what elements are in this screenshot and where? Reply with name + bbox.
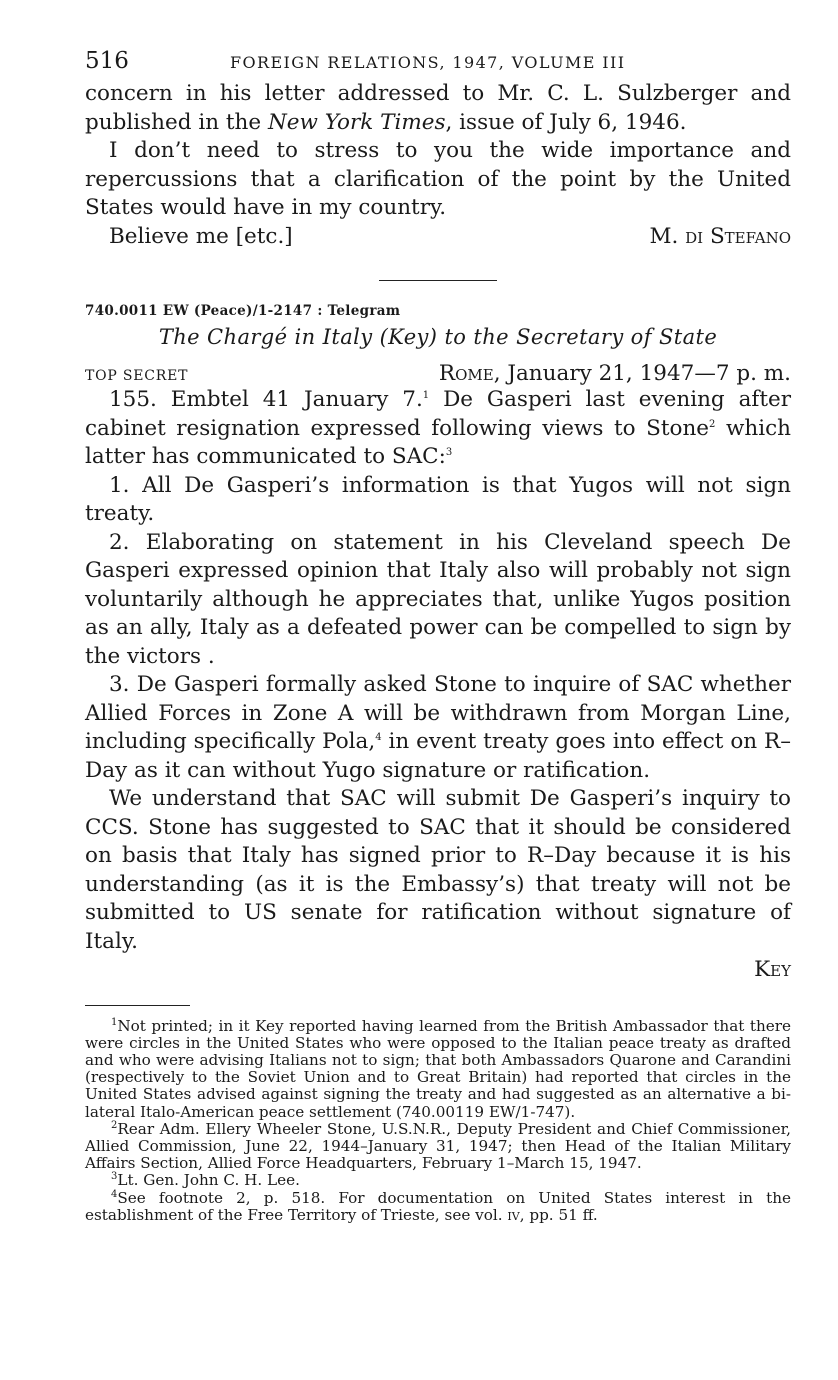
closing: Believe me [etc.]: [109, 223, 293, 249]
signer: Key: [754, 957, 791, 982]
newspaper-title: New York Times: [267, 109, 446, 135]
running-head: [85, 48, 791, 80]
page-number: 516: [85, 48, 129, 74]
footnotes: [85, 1018, 791, 1224]
signature: M. di Stefano: [649, 223, 791, 249]
letter-paragraph: I don’t need to stress to you the wide importance and repercussions that a clarification of the point by the United States would have in my country.: [85, 138, 791, 220]
footnote-3: $^3$Lt. Gen. John C. H. Lee.: [111, 1171, 300, 1190]
footnote-4: $^4$See footnote 2, p. 518. For documentation on United States interest in the establishment of the Free Territory of Trieste, see vol. iv, pp. 51 ff.: [85, 1188, 791, 1224]
paragraph-155: 155. Embtel 41 January 7.$^1$ De Gasperi last evening after cabinet resignation expressed following views to Stone$^2$ which latter has communicated to SAC:$^3$: [85, 387, 791, 469]
telegram-body: [85, 386, 791, 985]
page: [85, 48, 791, 1224]
document-title: The Chargé in Italy (Key) to the Secretary of State: [158, 325, 718, 349]
footnote-2: $^2$Rear Adm. Ellery Wheeler Stone, U.S.N.R., Deputy President and Chief Commissioner, Allied Commission, June 22, 1944–January 31, 1947; then Head of the Italian Military Affairs Section, Allied Force Headquarters, February 1–March 15, 1947.: [85, 1119, 791, 1173]
letter-closing-line: [85, 223, 791, 252]
footnote-1: $^1$Not printed; in it Key reported having learned from the British Ambassador that there were circles in the United States who were opposed to the Italian peace treaty as drafted and who were advising Italians not to sign; that both Ambassadors Quarone and Carandini (respectively to the Soviet Union and to Great Britain) had reported that circles in the United States advised against signing the treaty and had suggested as an alternative a bi-lateral Italo-American peace settlement (740.00119 EW/1-747).: [85, 1016, 791, 1121]
final-paragraph: We understand that SAC will submit De Gasperi’s inquiry to CCS. Stone has suggested to SAC that it should be considered on basis that Italy has signed prior to R–Day because it is his understanding (as it is the Embassy’s) that treaty will not be submitted to US senate for ratification without signature of Italy.: [85, 786, 791, 954]
file-reference: 740.0011 EW (Peace)/1-2147 : Telegram: [85, 303, 401, 319]
telegram-header: [85, 361, 791, 386]
running-title: FOREIGN RELATIONS, 1947, VOLUME III: [230, 53, 626, 72]
letter-paragraph-continuation: concern in his letter addressed to Mr. C. L. Sulzberger and published in the New York Times, issue of July 6, 1946.: [85, 81, 791, 135]
letter-end: [85, 80, 791, 251]
item-2: 2. Elaborating on statement in his Cleveland speech De Gasperi expressed opinion that Italy also will probably not sign voluntarily although he appreciates that, unlike Yugos position as an ally, Italy as a defeated power can be compelled to sign by the victors .: [85, 529, 791, 669]
item-1: 1. All De Gasperi’s information is that Yugos will not sign treaty.: [85, 472, 791, 526]
classification: TOP SECRET: [85, 368, 189, 384]
item-3: 3. De Gasperi formally asked Stone to inquire of SAC whether Allied Forces in Zone A will be withdrawn from Morgan Line, including specifically Pola,$^4$ in event treaty goes into effect on R–Day as it can without Yugo signature or ratification.: [85, 672, 791, 783]
place-date: Rome, January 21, 1947—7 p. m.: [438, 361, 791, 386]
